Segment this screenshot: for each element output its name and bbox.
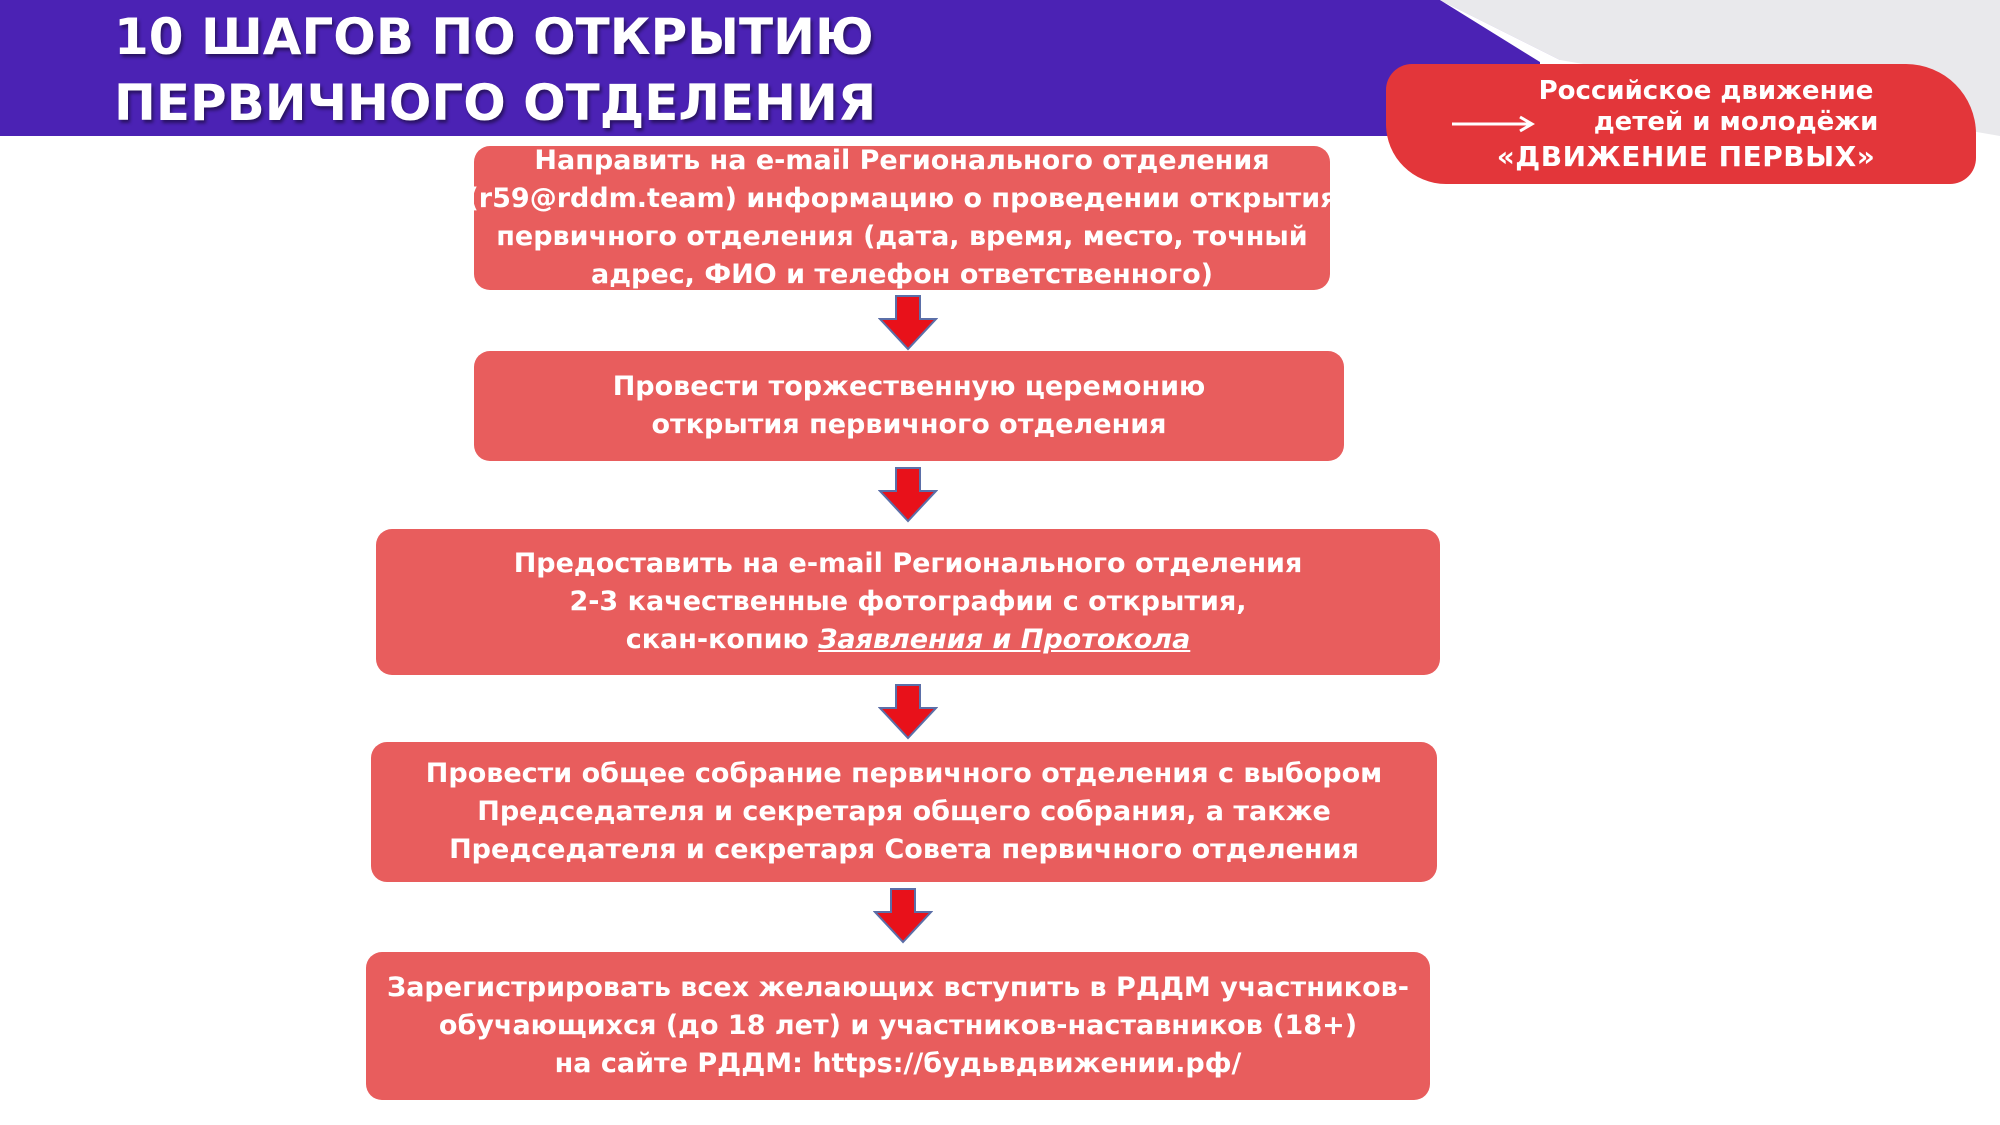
down-arrow-icon [878, 684, 938, 740]
step-box-4 [371, 742, 1437, 882]
step-2-line-2: открытия первичного отделения [651, 409, 1167, 440]
brand-arrow-icon [1452, 114, 1538, 134]
page-title [114, 4, 876, 136]
step-5-line-1: Зарегистрировать всех желающих вступить в РДДМ участников- [387, 972, 1409, 1003]
step-5-line-3: на сайте РДДМ: https://будьвдвижении.рф/ [554, 1048, 1242, 1079]
brand-line-3: «ДВИЖЕНИЕ ПЕРВЫХ» [1496, 140, 1876, 173]
page-title-line-1: 10 ШАГОВ ПО ОТКРЫТИЮ [114, 8, 874, 66]
step-box-1 [466, 145, 1338, 290]
step-4-line-3: Председателя и секретаря Совета первичного отделения [449, 834, 1359, 865]
step-3-line-3 [626, 621, 1191, 659]
step-1-line-3: первичного отделения (дата, время, место, точный [496, 221, 1308, 252]
step-box-3 [376, 529, 1440, 675]
brand-badge [1386, 64, 1976, 184]
step-5-line-2: обучающихся (до 18 лет) и участников-наставников (18+) [438, 1010, 1358, 1041]
step-3-line-3-prefix: скан-копию [625, 624, 819, 655]
step-3-line-2: 2-3 качественные фотографии с открытия, [569, 586, 1247, 617]
step-3-line-1: Предоставить на e-mail Регионального отделения [513, 548, 1303, 579]
step-1-line-2: (r59@rddm.team) информацию о проведении открытия [466, 183, 1338, 214]
step-1-line-1: Направить на e-mail Регионального отделения [534, 145, 1270, 176]
brand-line-1: Российское движение [1538, 76, 1874, 106]
down-arrow-icon [873, 888, 933, 944]
page-title-line-2: ПЕРВИЧНОГО ОТДЕЛЕНИЯ [114, 74, 877, 132]
step-1-line-4: адрес, ФИО и телефон ответственного) [591, 259, 1213, 290]
statement-protocol-link[interactable]: Заявления и Протокола [818, 624, 1191, 655]
brand-line-2: детей и молодёжи [1593, 107, 1879, 137]
step-box-5 [366, 952, 1430, 1100]
down-arrow-icon [878, 295, 938, 351]
step-box-2 [474, 351, 1344, 461]
step-4-line-1: Провести общее собрание первичного отделения с выбором [425, 758, 1383, 789]
step-2-line-1: Провести торжественную церемонию [612, 371, 1206, 402]
step-4-line-2: Председателя и секретаря общего собрания, а также [477, 796, 1331, 827]
down-arrow-icon [878, 467, 938, 523]
